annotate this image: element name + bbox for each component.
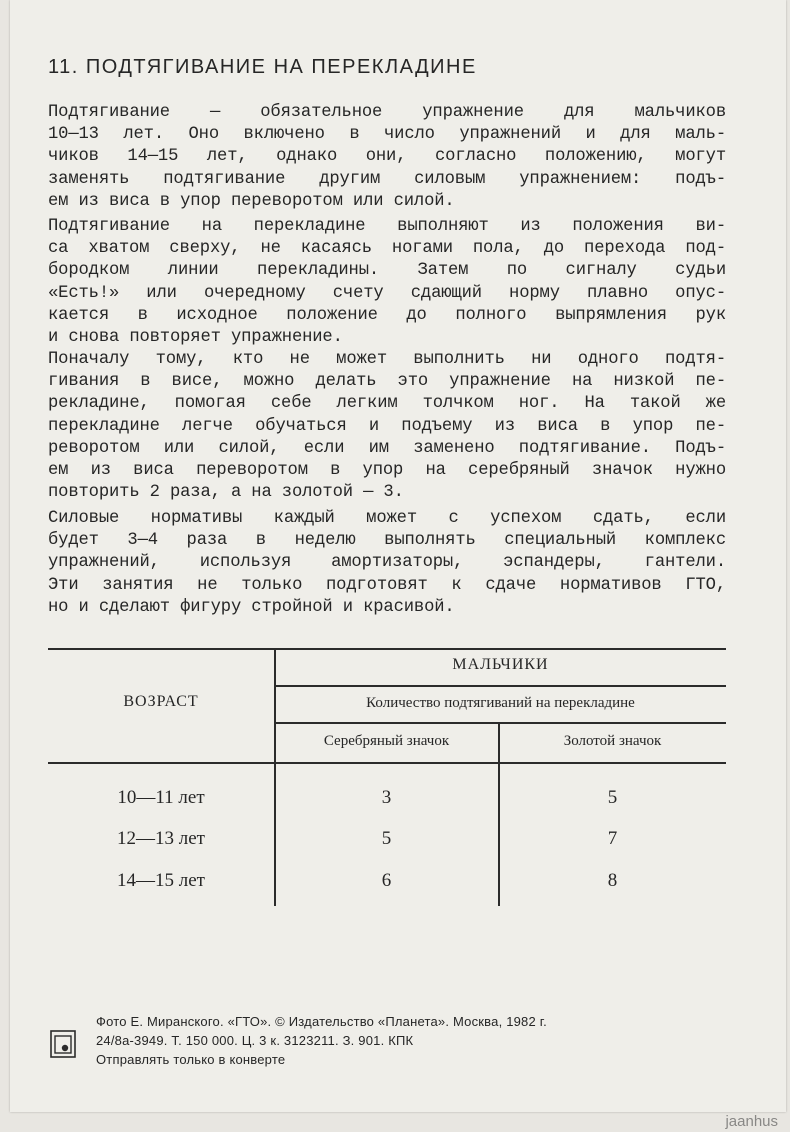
text-line: бородком линии перекладины. Затем по сигналу судьи	[48, 261, 726, 281]
row-gold: 5	[607, 787, 618, 808]
text-line: будет 3—4 раза в неделю выполнять специальный комплекс	[48, 531, 726, 551]
footer-line: 24/8а-3949. Т. 150 000. Ц. 3 к. 3123211. З. 901. КПК	[96, 1033, 414, 1048]
text-line: гивания в висе, можно делать это упражнение на низкой пе-	[48, 372, 726, 392]
text-line: Подтягивание — обязательное упражнение для мальчиков	[48, 103, 726, 122]
table-rule	[275, 685, 726, 687]
footer-line: Фото Е. Миранского. «ГТО». © Издательство «Планета». Москва, 1982 г.	[96, 1014, 547, 1029]
paragraph-1	[48, 102, 726, 213]
table-rule	[275, 722, 726, 724]
publisher-logo-icon	[50, 1030, 76, 1058]
footer-line: Отправлять только в конверте	[96, 1052, 286, 1067]
group-header: МАЛЬЧИКИ	[452, 656, 549, 673]
text-line: реворотом или силой, если им заменено подтягивание. Подъ-	[48, 438, 726, 458]
text-line: перекладине легче обучаться и подъему из виса в упор пе-	[48, 416, 726, 436]
row-age: 10—11 лет	[117, 787, 205, 808]
text-line: заменять подтягивание другим силовым упражнением: подъ-	[48, 169, 726, 189]
text-line: но и сделают фигуру стройной и красивой.	[48, 597, 455, 617]
row-age: 14—15 лет	[117, 870, 205, 891]
text-line: Силовые нормативы каждый может с успехом сдать, если	[48, 509, 726, 528]
count-subheader: Количество подтягиваний на перекладине	[366, 695, 635, 711]
gold-badge-header: Золотой значок	[563, 733, 662, 749]
text-line: чиков 14—15 лет, однако они, согласно положению, могут	[48, 147, 726, 167]
text-line: упражнений, используя амортизаторы, эспандеры, гантели.	[48, 553, 726, 573]
paragraph-4	[48, 508, 726, 619]
publication-info	[96, 1012, 547, 1069]
watermark: jaanhus	[725, 1113, 778, 1130]
age-header: ВОЗРАСТ	[123, 693, 199, 710]
row-silver: 5	[381, 828, 392, 849]
row-gold: 7	[607, 828, 618, 849]
text-line: Поначалу тому, кто не может выполнить ни одного подтя-	[48, 350, 726, 369]
text-line: ем из виса в упор переворотом или силой.	[48, 191, 455, 211]
text-line: повторить 2 раза, а на золотой — 3.	[48, 483, 404, 503]
text-line: и снова повторяет упражнение.	[48, 328, 343, 348]
text-line: Подтягивание на перекладине выполняют из положения ви-	[48, 217, 726, 236]
text-line: ем из виса переворотом в упор на серебряный значок нужно	[48, 461, 726, 481]
page-title: 11. ПОДТЯГИВАНИЕ НА ПЕРЕКЛАДИНЕ	[48, 56, 477, 78]
text-line: кается в исходное положение до полного выпрямления рук	[48, 305, 726, 325]
text-line: «Есть!» или очередному счету сдающий норму плавно опус-	[48, 283, 726, 303]
table-header-rule	[48, 762, 726, 764]
row-gold: 8	[607, 870, 618, 891]
row-silver: 3	[381, 787, 392, 808]
text-line: рекладине, помогая себе легким толчком ног. На такой же	[48, 394, 726, 414]
row-age: 12—13 лет	[117, 828, 205, 849]
text-line: 10—13 лет. Оно включено в число упражнений и для маль-	[48, 125, 726, 145]
text-line: са хватом сверху, не касаясь ногами пола, до перехода под-	[48, 239, 726, 259]
paragraph-3	[48, 349, 726, 504]
silver-badge-header: Серебряный значок	[323, 733, 450, 749]
table-col-divider	[274, 648, 276, 906]
text-line: Эти занятия не только подготовят к сдаче нормативов ГТО,	[48, 575, 726, 595]
paragraph-2	[48, 216, 726, 349]
norms-table	[48, 648, 726, 906]
table-top-rule	[48, 648, 726, 650]
row-silver: 6	[381, 870, 392, 891]
